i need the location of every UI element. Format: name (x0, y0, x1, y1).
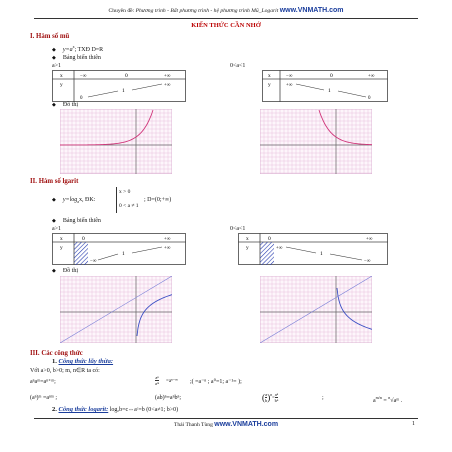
t2l-zero: 0 (82, 236, 85, 242)
s1-case-left: a>1 (52, 63, 62, 69)
section-2-bullet-graph: ◆ Đồ thị (52, 268, 78, 274)
formula-negative: ;( =a⁻ⁿ ; a⁰=1; a⁻¹= ); (190, 379, 242, 385)
section-1-bullet-table: ◆ Bảng biến thiên (52, 55, 101, 61)
t2r-one: 1 (320, 251, 323, 257)
section-1-heading: I. Hàm số mũ (30, 33, 70, 40)
page-number: 1 (412, 421, 415, 427)
footer-rule (34, 418, 418, 419)
t1r-one: 1 (328, 88, 331, 94)
t1l-arrow-1 (88, 91, 118, 97)
item-2-num: 2. (52, 406, 57, 413)
graph-exp-a-less-1 (260, 109, 372, 174)
formula-quotient-power: ( $\frac{a}{b}$ )$^n$= $\frac{\text{aⁿ}}{\text{bⁿ}}$ (262, 392, 279, 403)
section-1-bullet-graph: ◆ Đồ thị (52, 102, 78, 108)
t1r-x: x (268, 73, 271, 79)
s1-func: y=a (62, 47, 73, 53)
graph-exp-a-greater-1 (60, 109, 172, 174)
item-2-text: logₐb=c⇔aᶜ=b (0<a≠1; b>0) (108, 407, 179, 413)
page-header (0, 7, 452, 15)
formula-root: $a^{m/n}$ = $^n$√aᵐ . (373, 395, 403, 404)
s2-domain: ; D=(0;+∞) (144, 197, 172, 203)
t1l-zero: 0 (125, 73, 128, 79)
section-2-bullet-function (52, 197, 95, 204)
t1r-arrow-1 (296, 84, 324, 90)
t1r-y: y (268, 82, 271, 88)
footer-brand[interactable]: www.VNMATH.com (214, 421, 279, 428)
t1r-ybot: 0 (368, 96, 371, 101)
s2-variation-table-right (238, 233, 388, 265)
header-brand[interactable]: www.VNMATH.com (279, 7, 344, 14)
t2r-ytop: +∞ (276, 246, 283, 251)
header-rule (34, 18, 418, 19)
t2l-y: y (60, 245, 63, 251)
s2-func-rest: x, ĐK: (79, 197, 96, 203)
t2l-ybot: −∞ (90, 259, 97, 264)
t2r-ybot: −∞ (364, 259, 371, 264)
section-1-bullet-function (52, 44, 103, 53)
t1r-arrow-2 (338, 91, 366, 97)
s1-variation-table-left (52, 70, 186, 102)
t2r-zero: 0 (268, 236, 271, 242)
item-1-intro: Với a>0, b>0; m, n∈R ta có: (30, 368, 100, 374)
condition-2: 0 < a ≠ 1 (119, 203, 139, 209)
t2r-pinf: +∞ (366, 237, 373, 242)
t1r-ytop: +∞ (286, 83, 293, 88)
s1-func-sup: x (72, 44, 75, 49)
t2r-y: y (246, 245, 249, 251)
t2r-hatch (260, 242, 274, 265)
t1r-zero: 0 (330, 73, 333, 79)
s2-variation-table-left (52, 233, 186, 265)
item-2 (52, 406, 178, 413)
t2l-ytop: +∞ (164, 246, 171, 251)
header-topic: Phương trình - Bất phương trình - hệ phương trình Mũ_Logarit (135, 8, 279, 14)
item-2-title[interactable]: Công thức logarit: (58, 406, 109, 413)
s2-func-sub: a (77, 199, 80, 205)
item-1-num: 1. (52, 358, 57, 365)
t1l-arrow-2 (132, 84, 162, 90)
s2-func: y=log (62, 197, 78, 203)
s1-variation-table-right (262, 70, 388, 102)
graph-log-a-less-1 (260, 276, 372, 343)
s1-case-right: 0<a<1 (230, 63, 246, 69)
formula-power: (aⁿ)ᵐ =aⁿᵐ ; (30, 395, 58, 401)
t1r-minf: −∞ (286, 74, 293, 79)
item-1-title[interactable]: Công thức lũy thừa: (58, 358, 114, 365)
t2l-x: x (60, 236, 63, 242)
section-2-bullet-table: ◆ Bảng biến thiên (52, 218, 101, 224)
graph-log-a-greater-1 (60, 276, 172, 343)
t1l-pinf: +∞ (164, 74, 171, 79)
t1r-pinf: +∞ (368, 74, 375, 79)
formula-quotient: =aⁿ⁻ᵐ (166, 379, 178, 384)
t1l-x: x (60, 73, 63, 79)
formula-product: aⁿaᵐ=aⁿ⁺ᵐ; (30, 379, 56, 385)
s1-func-rest: ; TXĐ D=R (74, 47, 104, 53)
condition-brace (116, 187, 118, 213)
section-2-heading: II. Hàm số lgarit (30, 178, 79, 185)
formula-sep: ; (322, 395, 324, 401)
t2l-pinf: +∞ (164, 237, 171, 242)
t1l-ybot: 0 (80, 96, 83, 101)
t2r-x: x (246, 236, 249, 242)
t1l-ytop: +∞ (164, 83, 171, 88)
formula-product-power: (ab)ⁿ=aⁿbⁿ; (155, 395, 182, 401)
footer-author: Thái Thanh Tùng (173, 422, 213, 428)
t2l-hatch (74, 242, 88, 265)
header-prefix: Chuyên đề: (108, 8, 136, 14)
t1l-y: y (60, 82, 63, 88)
page-footer (0, 421, 452, 428)
s2-case-right: 0<a<1 (230, 226, 246, 232)
condition-1: x > 0 (119, 189, 131, 195)
section-3-heading: III. Các công thức (30, 350, 83, 357)
t2l-one: 1 (122, 251, 125, 257)
item-1 (52, 358, 113, 365)
formula-root-base: a (373, 398, 376, 404)
page-title: KIẾN THỨC CẦN NHỚ (191, 22, 261, 29)
formula-quotient-frac: aⁿ aᵐ (155, 375, 160, 386)
t1l-one: 1 (122, 88, 125, 94)
s2-case-left: a>1 (52, 226, 62, 232)
t1l-minf: −∞ (80, 74, 87, 79)
